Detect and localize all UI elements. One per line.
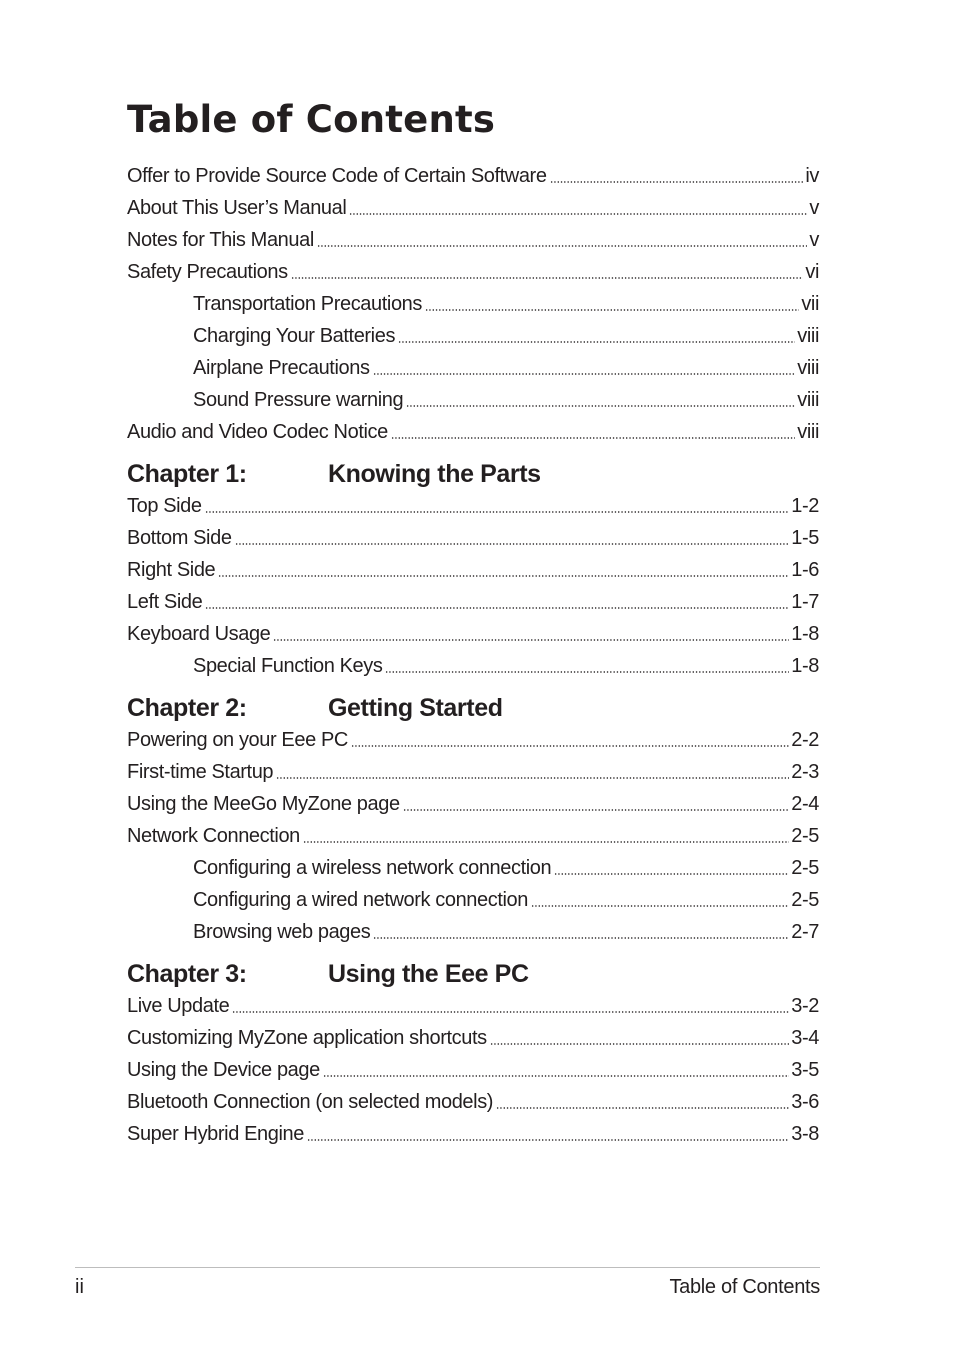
dot-leader bbox=[391, 437, 795, 439]
toc-entry-page: vii bbox=[801, 293, 819, 315]
footer-divider bbox=[75, 1267, 820, 1268]
chapter-name: Getting Started bbox=[328, 694, 503, 722]
toc-entry[interactable] bbox=[127, 352, 819, 384]
toc-entry-title: Network Connection bbox=[127, 825, 300, 847]
toc-entry-page: 3-4 bbox=[791, 1027, 819, 1049]
toc-entry-title: Transportation Precautions bbox=[193, 293, 422, 315]
dot-leader bbox=[232, 1011, 789, 1013]
toc-entry-title: Left Side bbox=[127, 591, 203, 613]
toc-entry[interactable] bbox=[127, 1054, 819, 1086]
toc-entry-page: 1-5 bbox=[791, 527, 819, 549]
dot-leader bbox=[303, 841, 789, 843]
chapter-name: Using the Eee PC bbox=[328, 960, 529, 988]
toc-entry[interactable] bbox=[127, 884, 819, 916]
toc-entry-title: Right Side bbox=[127, 559, 216, 581]
toc-entry-page: 3-6 bbox=[791, 1091, 819, 1113]
toc-entry-title: Special Function Keys bbox=[193, 655, 383, 677]
chapter-number: Chapter 2: bbox=[127, 694, 247, 722]
toc-entry-title: Safety Precautions bbox=[127, 261, 288, 283]
toc-entry[interactable] bbox=[127, 756, 819, 788]
chapter-number: Chapter 3: bbox=[127, 960, 247, 988]
dot-leader bbox=[373, 937, 789, 939]
toc-entry-page: 2-4 bbox=[791, 793, 819, 815]
toc-entry-page: viii bbox=[797, 421, 819, 443]
toc-entry-title: Bottom Side bbox=[127, 527, 232, 549]
footer-section-title: Table of Contents bbox=[669, 1276, 820, 1298]
toc-entry-page: 3-8 bbox=[791, 1123, 819, 1145]
toc-entry-page: viii bbox=[797, 357, 819, 379]
toc-entry-page: 3-5 bbox=[791, 1059, 819, 1081]
toc-entry[interactable] bbox=[127, 384, 819, 416]
chapter-heading[interactable] bbox=[127, 688, 819, 728]
toc-entry[interactable] bbox=[127, 288, 819, 320]
page-title: Table of Contents bbox=[127, 98, 496, 141]
toc-entry[interactable] bbox=[127, 990, 819, 1022]
dot-leader bbox=[351, 745, 789, 747]
toc-entry[interactable] bbox=[127, 1118, 819, 1150]
dot-leader bbox=[218, 575, 789, 577]
dot-leader bbox=[205, 607, 789, 609]
toc-entry-page: iv bbox=[805, 165, 819, 187]
chapter-name: Knowing the Parts bbox=[328, 460, 541, 488]
dot-leader bbox=[349, 213, 807, 215]
toc-entry-page: 2-5 bbox=[791, 857, 819, 879]
toc-entry[interactable] bbox=[127, 554, 819, 586]
chapter-heading[interactable] bbox=[127, 454, 819, 494]
toc-entry-title: Charging Your Batteries bbox=[193, 325, 396, 347]
dot-leader bbox=[398, 341, 795, 343]
dot-leader bbox=[291, 277, 804, 279]
toc-entry-page: v bbox=[809, 229, 819, 251]
toc-entry[interactable] bbox=[127, 224, 819, 256]
dot-leader bbox=[205, 511, 790, 513]
toc-entry-page: 2-2 bbox=[791, 729, 819, 751]
toc-entry-title: Airplane Precautions bbox=[193, 357, 370, 379]
toc-entry-title: Customizing MyZone application shortcuts bbox=[127, 1027, 487, 1049]
toc-entry[interactable] bbox=[127, 852, 819, 884]
toc-entry[interactable] bbox=[127, 1022, 819, 1054]
toc-entry-title: First-time Startup bbox=[127, 761, 274, 783]
dot-leader bbox=[273, 639, 789, 641]
chapter-number: Chapter 1: bbox=[127, 460, 247, 488]
dot-leader bbox=[373, 373, 796, 375]
dot-leader bbox=[323, 1075, 789, 1077]
toc-entry[interactable] bbox=[127, 522, 819, 554]
toc-entry[interactable] bbox=[127, 490, 819, 522]
toc-entry-page: 1-8 bbox=[791, 655, 819, 677]
dot-leader bbox=[550, 181, 804, 183]
toc-entry-page: 2-5 bbox=[791, 825, 819, 847]
dot-leader bbox=[403, 809, 790, 811]
toc-entry[interactable] bbox=[127, 820, 819, 852]
toc-entry[interactable] bbox=[127, 916, 819, 948]
toc-entry-page: vi bbox=[805, 261, 819, 283]
toc-entry[interactable] bbox=[127, 788, 819, 820]
dot-leader bbox=[406, 405, 795, 407]
toc-entry-page: 2-7 bbox=[791, 921, 819, 943]
dot-leader bbox=[531, 905, 789, 907]
footer-page-number: ii bbox=[75, 1276, 84, 1298]
toc-entry-title: Browsing web pages bbox=[193, 921, 371, 943]
dot-leader bbox=[490, 1043, 790, 1045]
toc-entry-title: Powering on your Eee PC bbox=[127, 729, 348, 751]
toc-entry[interactable] bbox=[127, 1086, 819, 1118]
chapter-heading[interactable] bbox=[127, 954, 819, 994]
toc-entry-page: 2-3 bbox=[791, 761, 819, 783]
toc-entry[interactable] bbox=[127, 618, 819, 650]
toc-entry-title: Notes for This Manual bbox=[127, 229, 314, 251]
dot-leader bbox=[235, 543, 790, 545]
toc-entry-title: Audio and Video Codec Notice bbox=[127, 421, 388, 443]
toc-entry-title: Bluetooth Connection (on selected models) bbox=[127, 1091, 494, 1113]
toc-entry[interactable] bbox=[127, 416, 819, 448]
dot-leader bbox=[276, 777, 789, 779]
dot-leader bbox=[307, 1139, 789, 1141]
dot-leader bbox=[554, 873, 789, 875]
toc-entry[interactable] bbox=[127, 320, 819, 352]
toc-entry-page: 2-5 bbox=[791, 889, 819, 911]
dot-leader bbox=[425, 309, 799, 311]
toc-entry-page: viii bbox=[797, 389, 819, 411]
toc-entry-page: viii bbox=[797, 325, 819, 347]
toc-entry-title: Configuring a wireless network connection bbox=[193, 857, 552, 879]
toc-entry-page: 1-2 bbox=[791, 495, 819, 517]
toc-entry[interactable] bbox=[127, 192, 819, 224]
toc-entry-title: Live Update bbox=[127, 995, 230, 1017]
dot-leader bbox=[317, 245, 808, 247]
toc-entry-title: Sound Pressure warning bbox=[193, 389, 404, 411]
toc-entry-page: 3-2 bbox=[791, 995, 819, 1017]
toc-entry-title: Super Hybrid Engine bbox=[127, 1123, 304, 1145]
dot-leader bbox=[385, 671, 789, 673]
toc-entry[interactable] bbox=[127, 586, 819, 618]
toc-entry-title: About This User’s Manual bbox=[127, 197, 347, 219]
toc-entry-title: Configuring a wired network connection bbox=[193, 889, 528, 911]
toc-entry-title: Using the Device page bbox=[127, 1059, 320, 1081]
toc-entry[interactable] bbox=[127, 256, 819, 288]
toc-entry-page: 1-6 bbox=[791, 559, 819, 581]
toc-entry[interactable] bbox=[127, 650, 819, 682]
toc-entry-title: Top Side bbox=[127, 495, 202, 517]
toc-entry[interactable] bbox=[127, 724, 819, 756]
toc-entry-page: 1-8 bbox=[791, 623, 819, 645]
toc-entry-title: Offer to Provide Source Code of Certain Software bbox=[127, 165, 547, 187]
toc-entry-page: v bbox=[809, 197, 819, 219]
toc-entry-page: 1-7 bbox=[791, 591, 819, 613]
table-of-contents bbox=[127, 160, 819, 1150]
toc-entry-title: Keyboard Usage bbox=[127, 623, 271, 645]
toc-entry-title: Using the MeeGo MyZone page bbox=[127, 793, 400, 815]
dot-leader bbox=[496, 1107, 789, 1109]
toc-entry[interactable] bbox=[127, 160, 819, 192]
